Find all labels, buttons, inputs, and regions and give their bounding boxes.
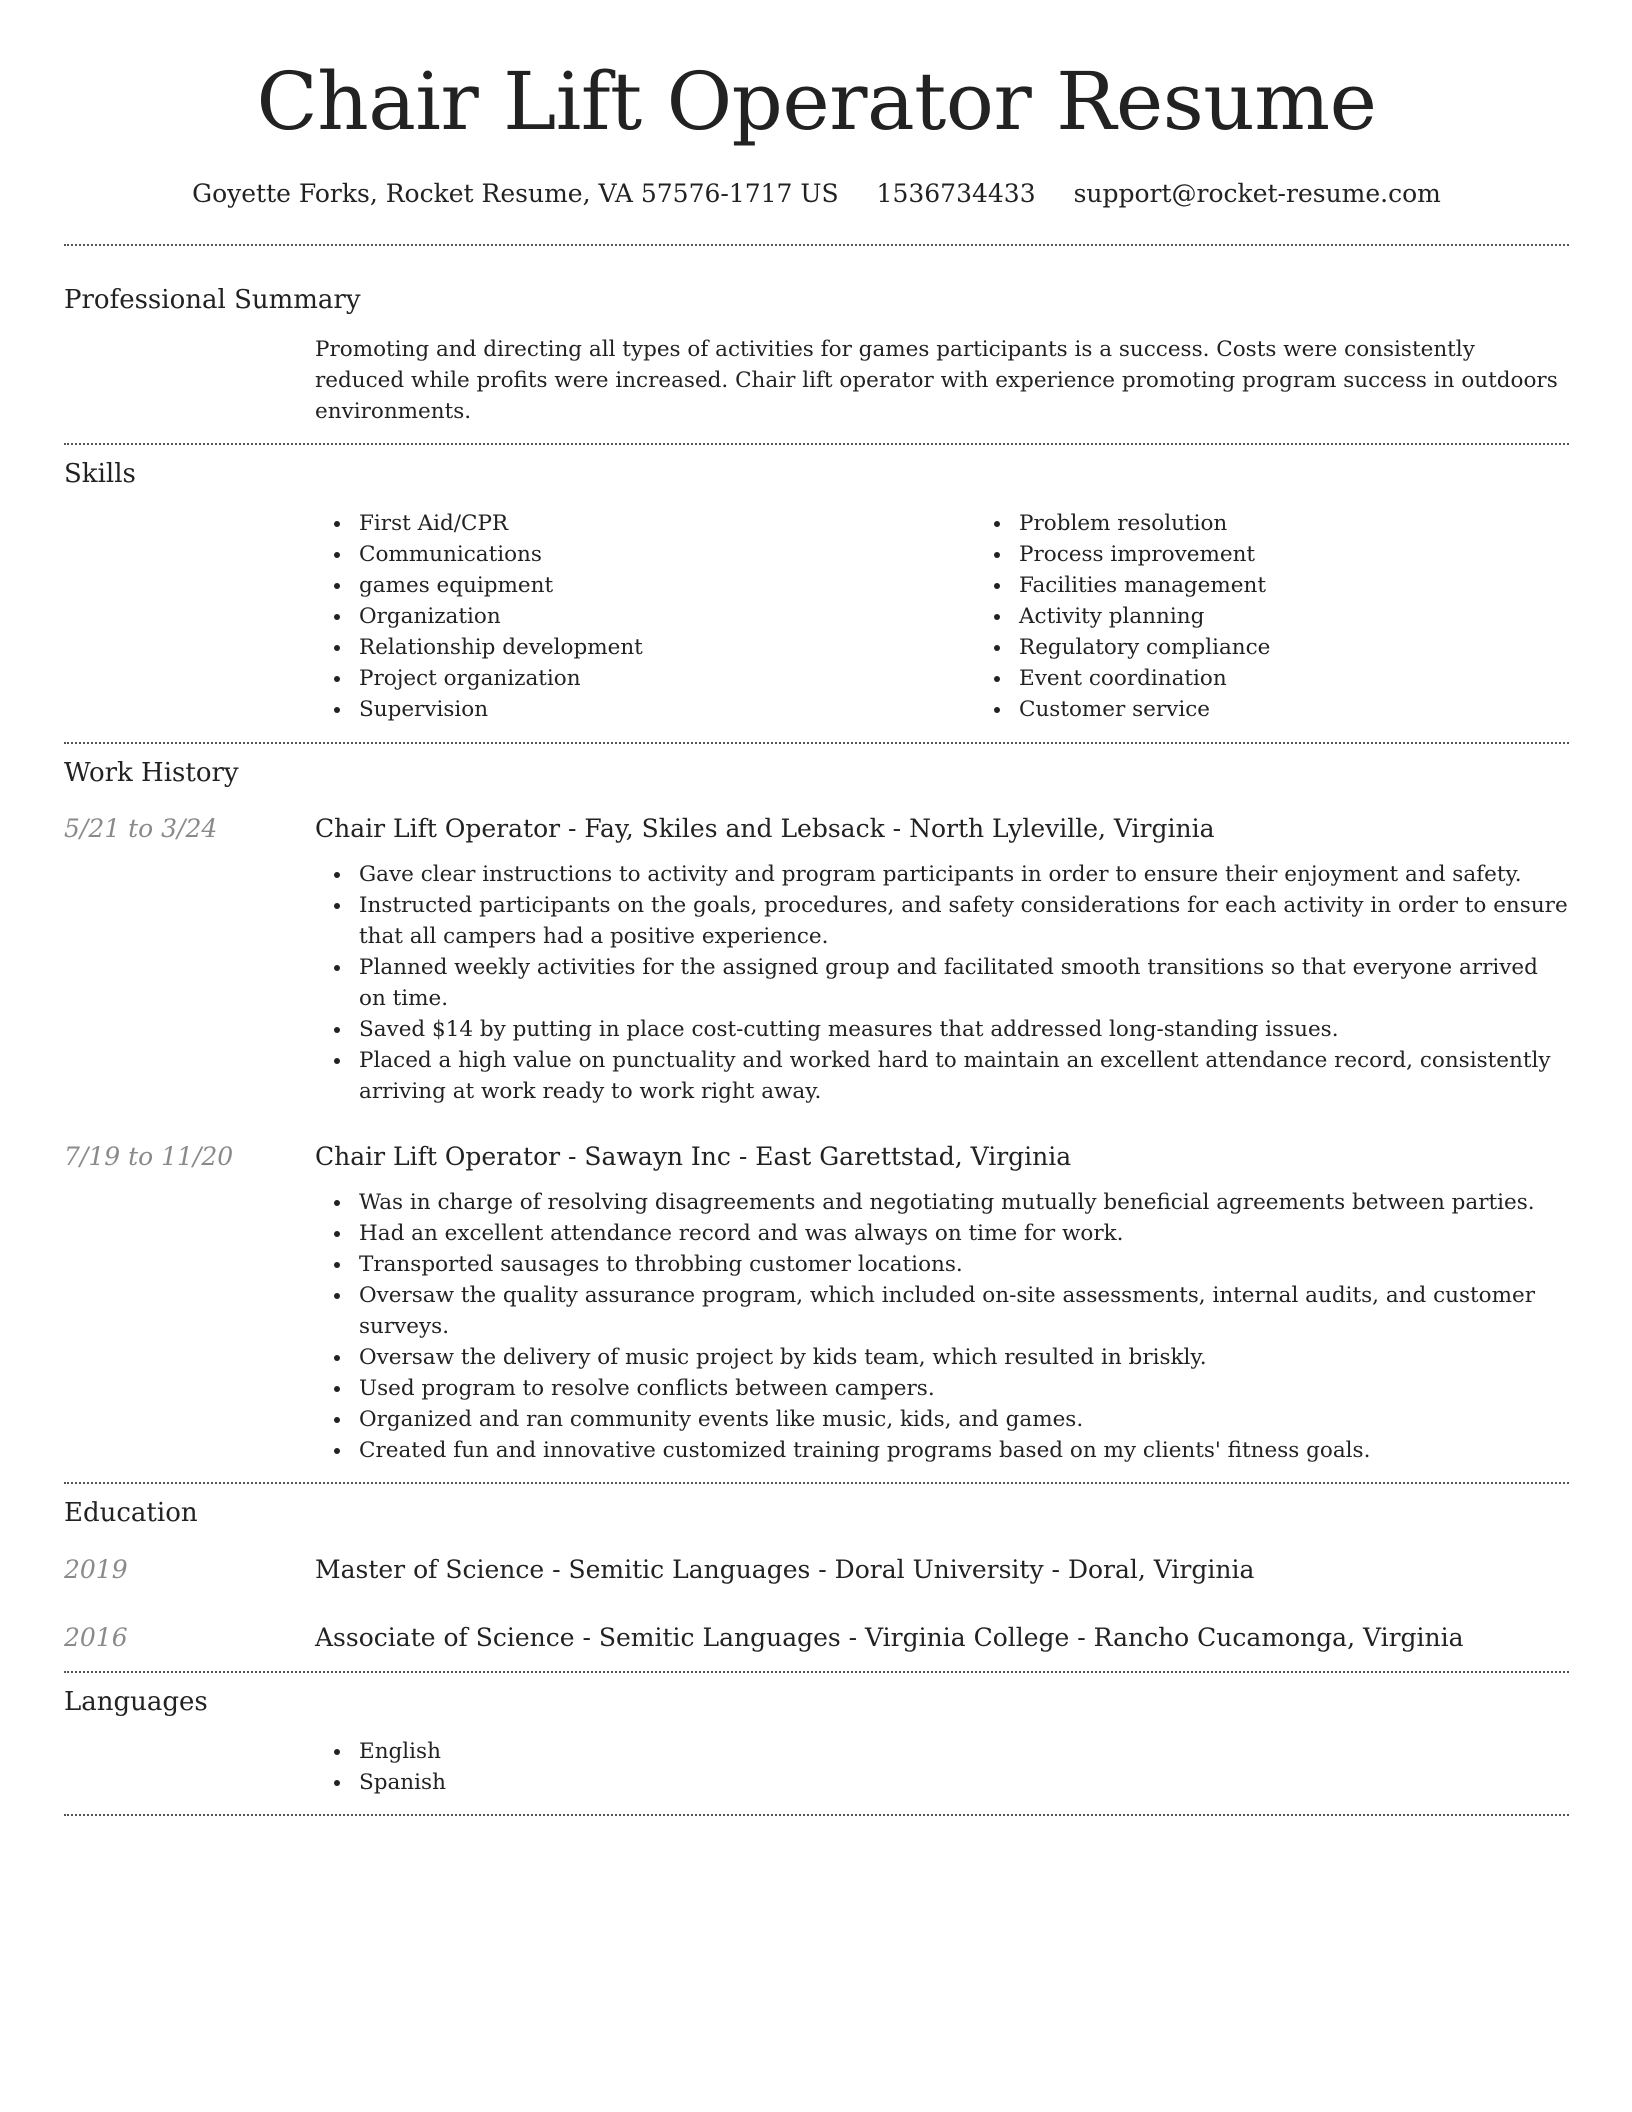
job-duty-item: Used program to resolve conflicts between campers. [359,1373,1569,1404]
job-entry [64,1140,1569,1466]
resume-header [64,0,1569,210]
job-dates: 7/19 to 11/20 [64,1142,234,1171]
job-duty-item: Instructed participants on the goals, procedures, and safety considerations for each activity in order to ensure that all campers had a positive experience. [359,890,1569,952]
resume-title: Chair Lift Operator Resume [256,55,1377,148]
skill-item: Activity planning [1019,601,1632,632]
job-entry [64,812,1569,1107]
summary-text: Promoting and directing all types of activities for games participants is a success. Costs were consistently reduced while profits were increased. Chair lift operator with experience promoting program success in outdoors environments. [315,337,1558,424]
contact-address: Goyette Forks, Rocket Resume, VA 57576-1717 US [192,179,839,208]
skill-item: Process improvement [1019,539,1632,570]
job-duties [315,859,1569,1107]
summary-heading: Professional Summary [64,285,361,315]
skill-item: First Aid/CPR [359,508,975,539]
skill-item: Supervision [359,694,975,725]
skill-item: Communications [359,539,975,570]
skills-list-left [315,508,975,725]
skills-section [64,445,1569,725]
contact-email: support@rocket-resume.com [1073,179,1441,208]
skill-item: Relationship development [359,632,975,663]
job-duty-item: Saved $14 by putting in place cost-cutting measures that addressed long-standing issues. [359,1014,1569,1045]
skill-item: Customer service [1019,694,1632,725]
education-heading-line: Associate of Science - Semitic Languages - Virginia College - Rancho Cucamonga, Virginia [315,1623,1464,1652]
education-year: 2019 [64,1555,128,1584]
job-duty-item: Transported sausages to throbbing customer locations. [359,1249,1569,1280]
skill-item: Project organization [359,663,975,694]
section-divider [64,1814,1569,1816]
work-history-section [64,744,1569,1466]
job-heading: Chair Lift Operator - Fay, Skiles and Lebsack - North Lyleville, Virginia [315,814,1215,843]
resume-page [64,0,1569,1816]
job-duty-item: Gave clear instructions to activity and program participants in order to ensure their enjoyment and safety. [359,859,1569,890]
job-duty-item: Oversaw the quality assurance program, which included on-site assessments, internal audits, and customer surveys. [359,1280,1569,1342]
work-history-heading: Work History [64,758,239,788]
skill-item: games equipment [359,570,975,601]
summary-section [64,246,1569,427]
job-dates: 5/21 to 3/24 [64,814,218,843]
job-duty-item: Oversaw the delivery of music project by kids team, which resulted in briskly. [359,1342,1569,1373]
languages-section [64,1673,1569,1798]
languages-list [315,1736,1569,1798]
job-heading: Chair Lift Operator - Sawayn Inc - East Garettstad, Virginia [315,1142,1072,1171]
skill-item: Regulatory compliance [1019,632,1632,663]
skill-item: Organization [359,601,975,632]
education-entry [64,1553,1569,1587]
education-section [64,1484,1569,1655]
job-duties [315,1187,1569,1466]
education-heading-line: Master of Science - Semitic Languages - Doral University - Doral, Virginia [315,1555,1255,1584]
language-item: English [359,1736,1569,1767]
education-entry [64,1621,1569,1655]
skills-heading: Skills [64,459,136,489]
skill-item: Facilities management [1019,570,1632,601]
contact-phone: 1536734433 [876,179,1036,208]
education-year: 2016 [64,1623,128,1652]
job-duty-item: Planned weekly activities for the assigned group and facilitated smooth transitions so that everyone arrived on time. [359,952,1569,1014]
languages-heading: Languages [64,1687,208,1717]
job-duty-item: Was in charge of resolving disagreements and negotiating mutually beneficial agreements between parties. [359,1187,1569,1218]
job-duty-item: Organized and ran community events like music, kids, and games. [359,1404,1569,1435]
job-duty-item: Had an excellent attendance record and was always on time for work. [359,1218,1569,1249]
skills-list-right [975,508,1632,725]
skills-grid [315,508,1632,725]
skill-item: Problem resolution [1019,508,1632,539]
job-duty-item: Created fun and innovative customized training programs based on my clients' fitness goals. [359,1435,1569,1466]
skill-item: Event coordination [1019,663,1632,694]
job-duty-item: Placed a high value on punctuality and worked hard to maintain an excellent attendance record, consistently arriving at work ready to work right away. [359,1045,1569,1107]
contact-line [64,178,1569,210]
education-heading: Education [64,1498,198,1528]
language-item: Spanish [359,1767,1569,1798]
